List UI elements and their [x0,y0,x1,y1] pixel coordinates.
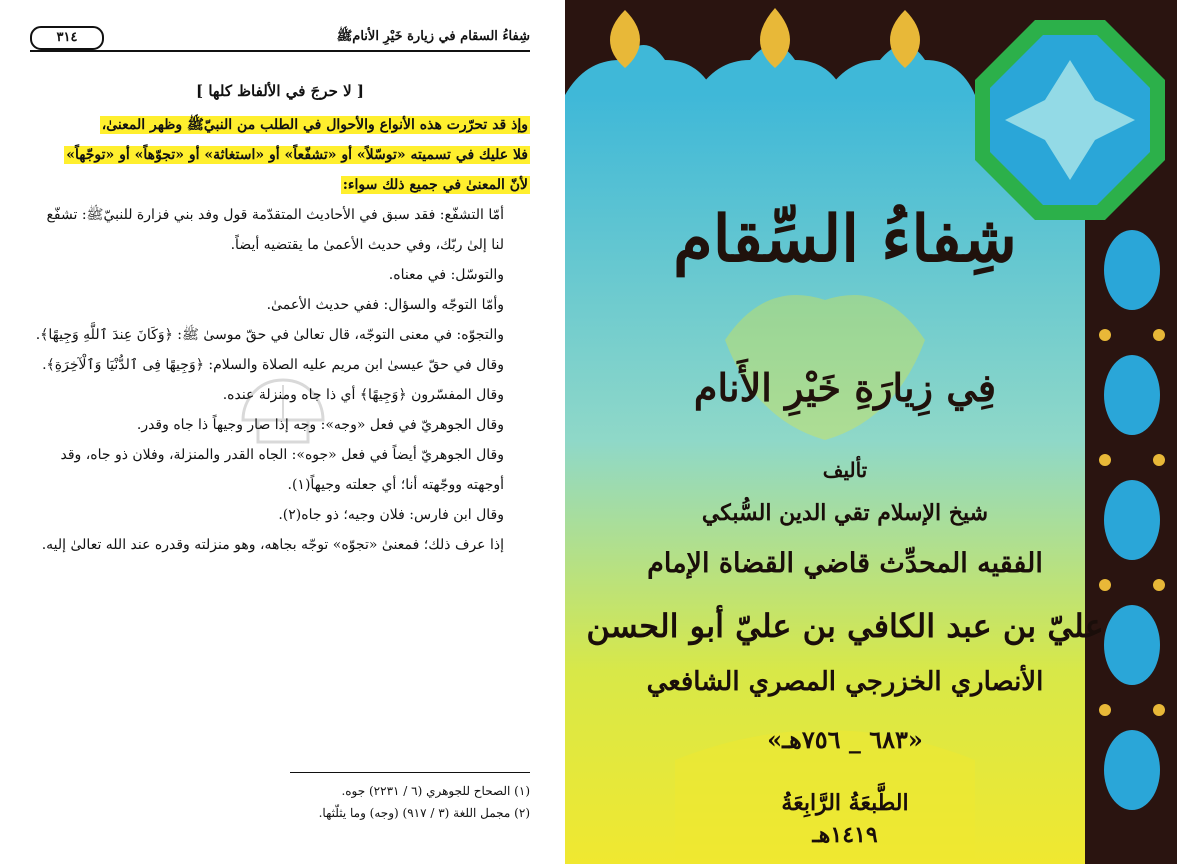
paragraph: إذا عرف ذلك؛ فمعنىٰ «تجوّه» توجّه بجاهه، وهو منزلته وقدره عند الله تعالىٰ إليه. [41,537,504,553]
library-stamp-watermark [228,375,338,455]
book-page [0,0,565,864]
paragraph: وقال ابن فارس: فلان وجيه؛ ذو جاه(٢). [278,507,504,523]
author-line: شيخ الإسلام تقي الدين السُّبكي [701,500,989,526]
edition-label: الطَّبعَةُ الرَّابِعَةُ [781,790,909,816]
paragraph: وقال في حقّ عيسىٰ ابن مريم عليه الصلاة والسلام: ﴿وَجِيهًا فِى ٱلدُّنْيَا وَٱلْآخِرَةِ﴾. [42,357,504,373]
footnote-rule [290,772,530,773]
cover-title: شِفاءُ السِّقام [673,202,1017,277]
book-cover [565,0,1177,864]
authored-by-label: تأليف [822,458,868,482]
header-rule [30,50,530,52]
page-number: ٣١٤ [30,26,104,50]
cover-text-block [585,0,1105,864]
author-line: الأنصاري الخزرجي المصري الشافعي [646,667,1044,697]
author-years: «٦٨٣ _ ٧٥٦هـ» [767,725,923,754]
publication-year: ١٤١٩هـ [812,822,878,848]
highlighted-line: لأنّ المعنىٰ في جميع ذلك سواء: [342,177,528,193]
running-header [30,24,530,50]
running-title: شِفاءُ السقام في زيارة خَيْرِ الأنامﷺ [336,29,530,44]
page-body [30,82,530,560]
paragraph: وقال المفسّرون ﴿وَجِيهًا﴾ أي ذا جاه ومنزلة عنده. [222,387,504,403]
highlighted-line: وإذ قد تحرّرت هذه الأنواع والأحوال في الطلب من النبيّﷺ وظهر المعنىٰ، [101,117,528,133]
paragraph: والتوسّل: في معناه. [388,267,504,283]
highlighted-line: فلا عليك في تسميته «توسّلاً» أو «تشفّعاً» أو «استغاثة» أو «تجوّهاً» أو «توجّهاً» [66,147,528,163]
paragraph: وقال الجوهريّ أيضاً في فعل «جوه»: الجاه القدر والمنزلة، وفلان ذو جاه، وقد أوجهته ووجّهته أنا؛ أي جعلته وجيهاً(١). [60,447,504,493]
paragraph: وأمّا التوجّه والسؤال: ففي حديث الأعمىٰ. [266,297,504,313]
paragraph: وقال الجوهريّ في فعل «وجه»: وجه إذا صار وجيهاً ذا جاه وقدر. [136,417,504,433]
author-line: الفقيه المحدِّث قاضي القضاة الإمام [647,548,1043,579]
footnotes [30,780,530,824]
section-heading: [ لا حرجَ في الألفاظ كلها ] [196,82,364,100]
paragraph: والتجوّه: في معنى التوجّه، قال تعالىٰ في حقّ موسىٰ ﷺ: ﴿وَكَانَ عِندَ ٱللَّهِ وَجِيهًا﴾. [35,327,504,343]
footnote: (٢) مجمل اللغة (٣ / ٩١٧) (وجه) وما يثلّثها. [318,806,530,820]
footnote: (١) الصحاح للجوهري (٦ / ٢٢٣١) جوه. [341,784,530,798]
paragraph: أمّا التشفّع: فقد سبق في الأحاديث المتقدّمة قول وفد بني فزارة للنبيّﷺ: تشفّع لنا إلىٰ ربّك، وفي حديث الأعمىٰ ما يقتضيه أيضاً. [46,207,504,253]
author-line: عليّ بن عبد الكافي بن عليّ أبو الحسن [586,607,1104,645]
cover-subtitle: فِي زِيارَةِ خَيْرِ الأَنام [693,365,997,410]
